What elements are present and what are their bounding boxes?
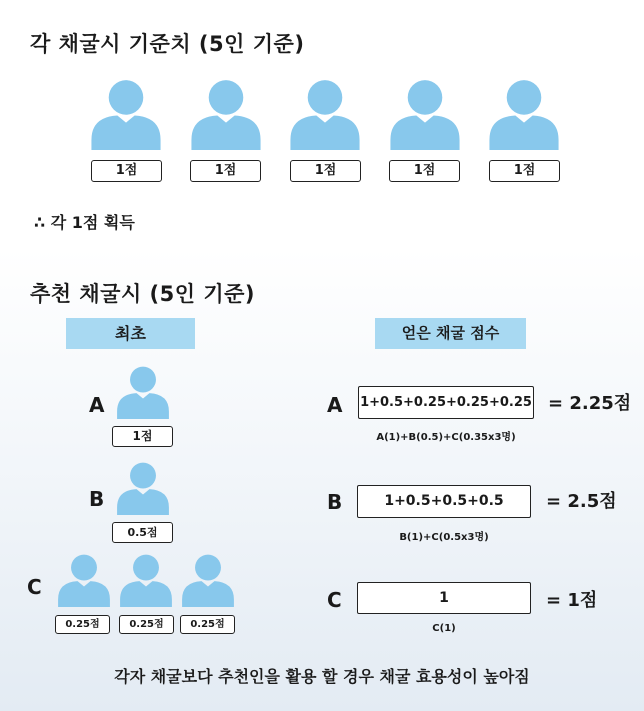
point-box: 1점 (91, 160, 162, 182)
score-letter-a: A (327, 393, 343, 417)
section-title-basic: 각 채굴시 기준치 (5인 기준) (30, 32, 305, 56)
point-box-c: 0.25점 (55, 615, 110, 634)
point-box: 1점 (190, 160, 261, 182)
score-letter-b: B (327, 490, 343, 514)
formula-detail-a: A(1)+B(0.5)+C(0.35x3명) (376, 432, 516, 443)
point-box-c: 0.25점 (119, 615, 174, 634)
person-icon (190, 76, 262, 152)
person-icon (488, 76, 560, 152)
formula-box-c: 1 (357, 582, 531, 614)
person-icon (389, 76, 461, 152)
letter-b: B (89, 487, 105, 511)
point-box: 1점 (290, 160, 361, 182)
formula-detail-c: C(1) (432, 623, 456, 634)
person-icon (90, 76, 162, 152)
header-first: 최초 (66, 318, 195, 349)
letter-a: A (89, 393, 105, 417)
header-earned-score: 얻은 채굴 점수 (375, 318, 526, 349)
point-box: 1점 (489, 160, 560, 182)
formula-box-b: 1+0.5+0.5+0.5 (357, 485, 531, 518)
point-box-c: 0.25점 (180, 615, 235, 634)
person-icon (181, 552, 235, 608)
person-icon (116, 364, 170, 420)
conclusion-text: ∴ 각 1점 획득 (34, 213, 135, 232)
formula-box-a: 1+0.5+0.25+0.25+0.25 (358, 386, 534, 419)
person-icon (119, 552, 173, 608)
section-title-referral: 추천 채굴시 (5인 기준) (30, 282, 256, 306)
person-icon (57, 552, 111, 608)
formula-detail-b: B(1)+C(0.5x3명) (399, 532, 489, 543)
point-box-a: 1점 (112, 426, 173, 447)
score-letter-c: C (327, 588, 342, 612)
score-result-b: = 2.5점 (546, 491, 617, 512)
footer-text: 각자 채굴보다 추천인을 활용 할 경우 채굴 효용성이 높아짐 (114, 667, 530, 686)
score-result-c: = 1점 (546, 590, 598, 611)
person-icon (289, 76, 361, 152)
person-icon (116, 460, 170, 516)
point-box: 1점 (389, 160, 460, 182)
point-box-b: 0.5점 (112, 522, 173, 543)
letter-c: C (27, 575, 42, 599)
score-result-a: = 2.25점 (548, 393, 632, 414)
